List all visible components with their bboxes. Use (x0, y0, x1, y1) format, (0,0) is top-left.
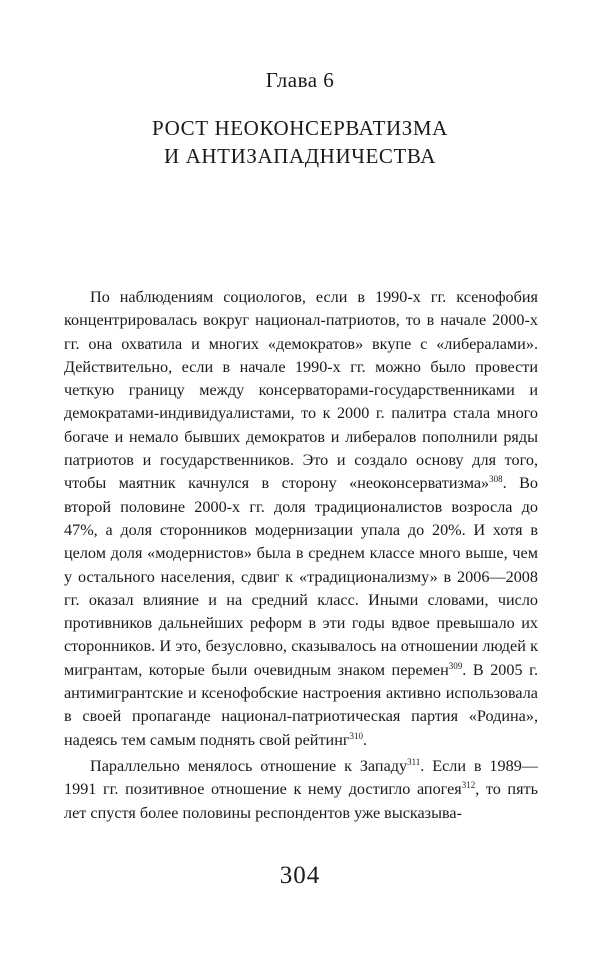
footnote-ref-309: 309 (448, 660, 463, 671)
paragraph-text: По наблюдениям социологов, если в 1990-х гг. ксенофобия концентрировалась вокруг национал-патриотов, то в начале 2000-х гг. она охватила и многих «демократов» вкупе с «либералами». Действительно, если в начале 1990-х гг. можно было провести четкую границу между консерваторами-государственниками и демократами-индивидуалистами, то к 2000 г. палитра стала много богаче и немало бывших демократов и либералов пополнили ряды патриотов и государственников. Это и создало основу для того, чтобы маятник качнулся в сторону «неоконсерватизма» (64, 288, 538, 493)
paragraph-text: . Во второй половине 2000-х гг. доля традиционалистов возросла до 47%, а доля сторонников модернизации упала до 20%. И хотя в целом доля «модернистов» была в среднем классе много выше, чем у остального населения, сдвиг к «традиционализму» в 2006—2008 гг. оказал влияние и на средний класс. Иными словами, число противников дальнейших реформ в эти годы вдвое превышало их сторонников. И это, безусловно, сказывалось на отношении людей к мигрантам, которые были очевидным знаком перемен (64, 474, 538, 679)
paragraph-text: Параллельно менялось отношение к Западу (90, 756, 408, 775)
paragraph-2 (64, 755, 538, 825)
body-text (64, 286, 538, 825)
paragraph-text: , то пять лет спустя более половины респондентов уже высказыва- (64, 780, 538, 822)
footnote-ref-310: 310 (349, 730, 363, 741)
chapter-label: Глава 6 (265, 68, 335, 92)
paragraph-text: . (363, 730, 368, 749)
chapter-title (0, 114, 600, 170)
footnote-ref-312: 312 (461, 780, 476, 791)
chapter-title-line-1: РОСТ НЕОКОНСЕРВАТИЗМА (152, 116, 448, 140)
page-number: 304 (279, 862, 321, 889)
footnote-ref-311: 311 (407, 756, 421, 767)
paragraph-text: . В 2005 г. антимигрантские и ксенофобские настроения активно использовала в своей пропаганде национал-патриотическая партия «Родина», надеясь тем самым поднять свой рейтинг (64, 660, 538, 749)
paragraph-text: . Если в 1989—1991 гг. позитивное отношение к нему достигло апогея (64, 756, 538, 799)
paragraph-1 (64, 286, 538, 752)
footnote-ref-308: 308 (489, 474, 503, 485)
chapter-title-line-2: И АНТИЗАПАДНИЧЕСТВА (164, 144, 436, 168)
